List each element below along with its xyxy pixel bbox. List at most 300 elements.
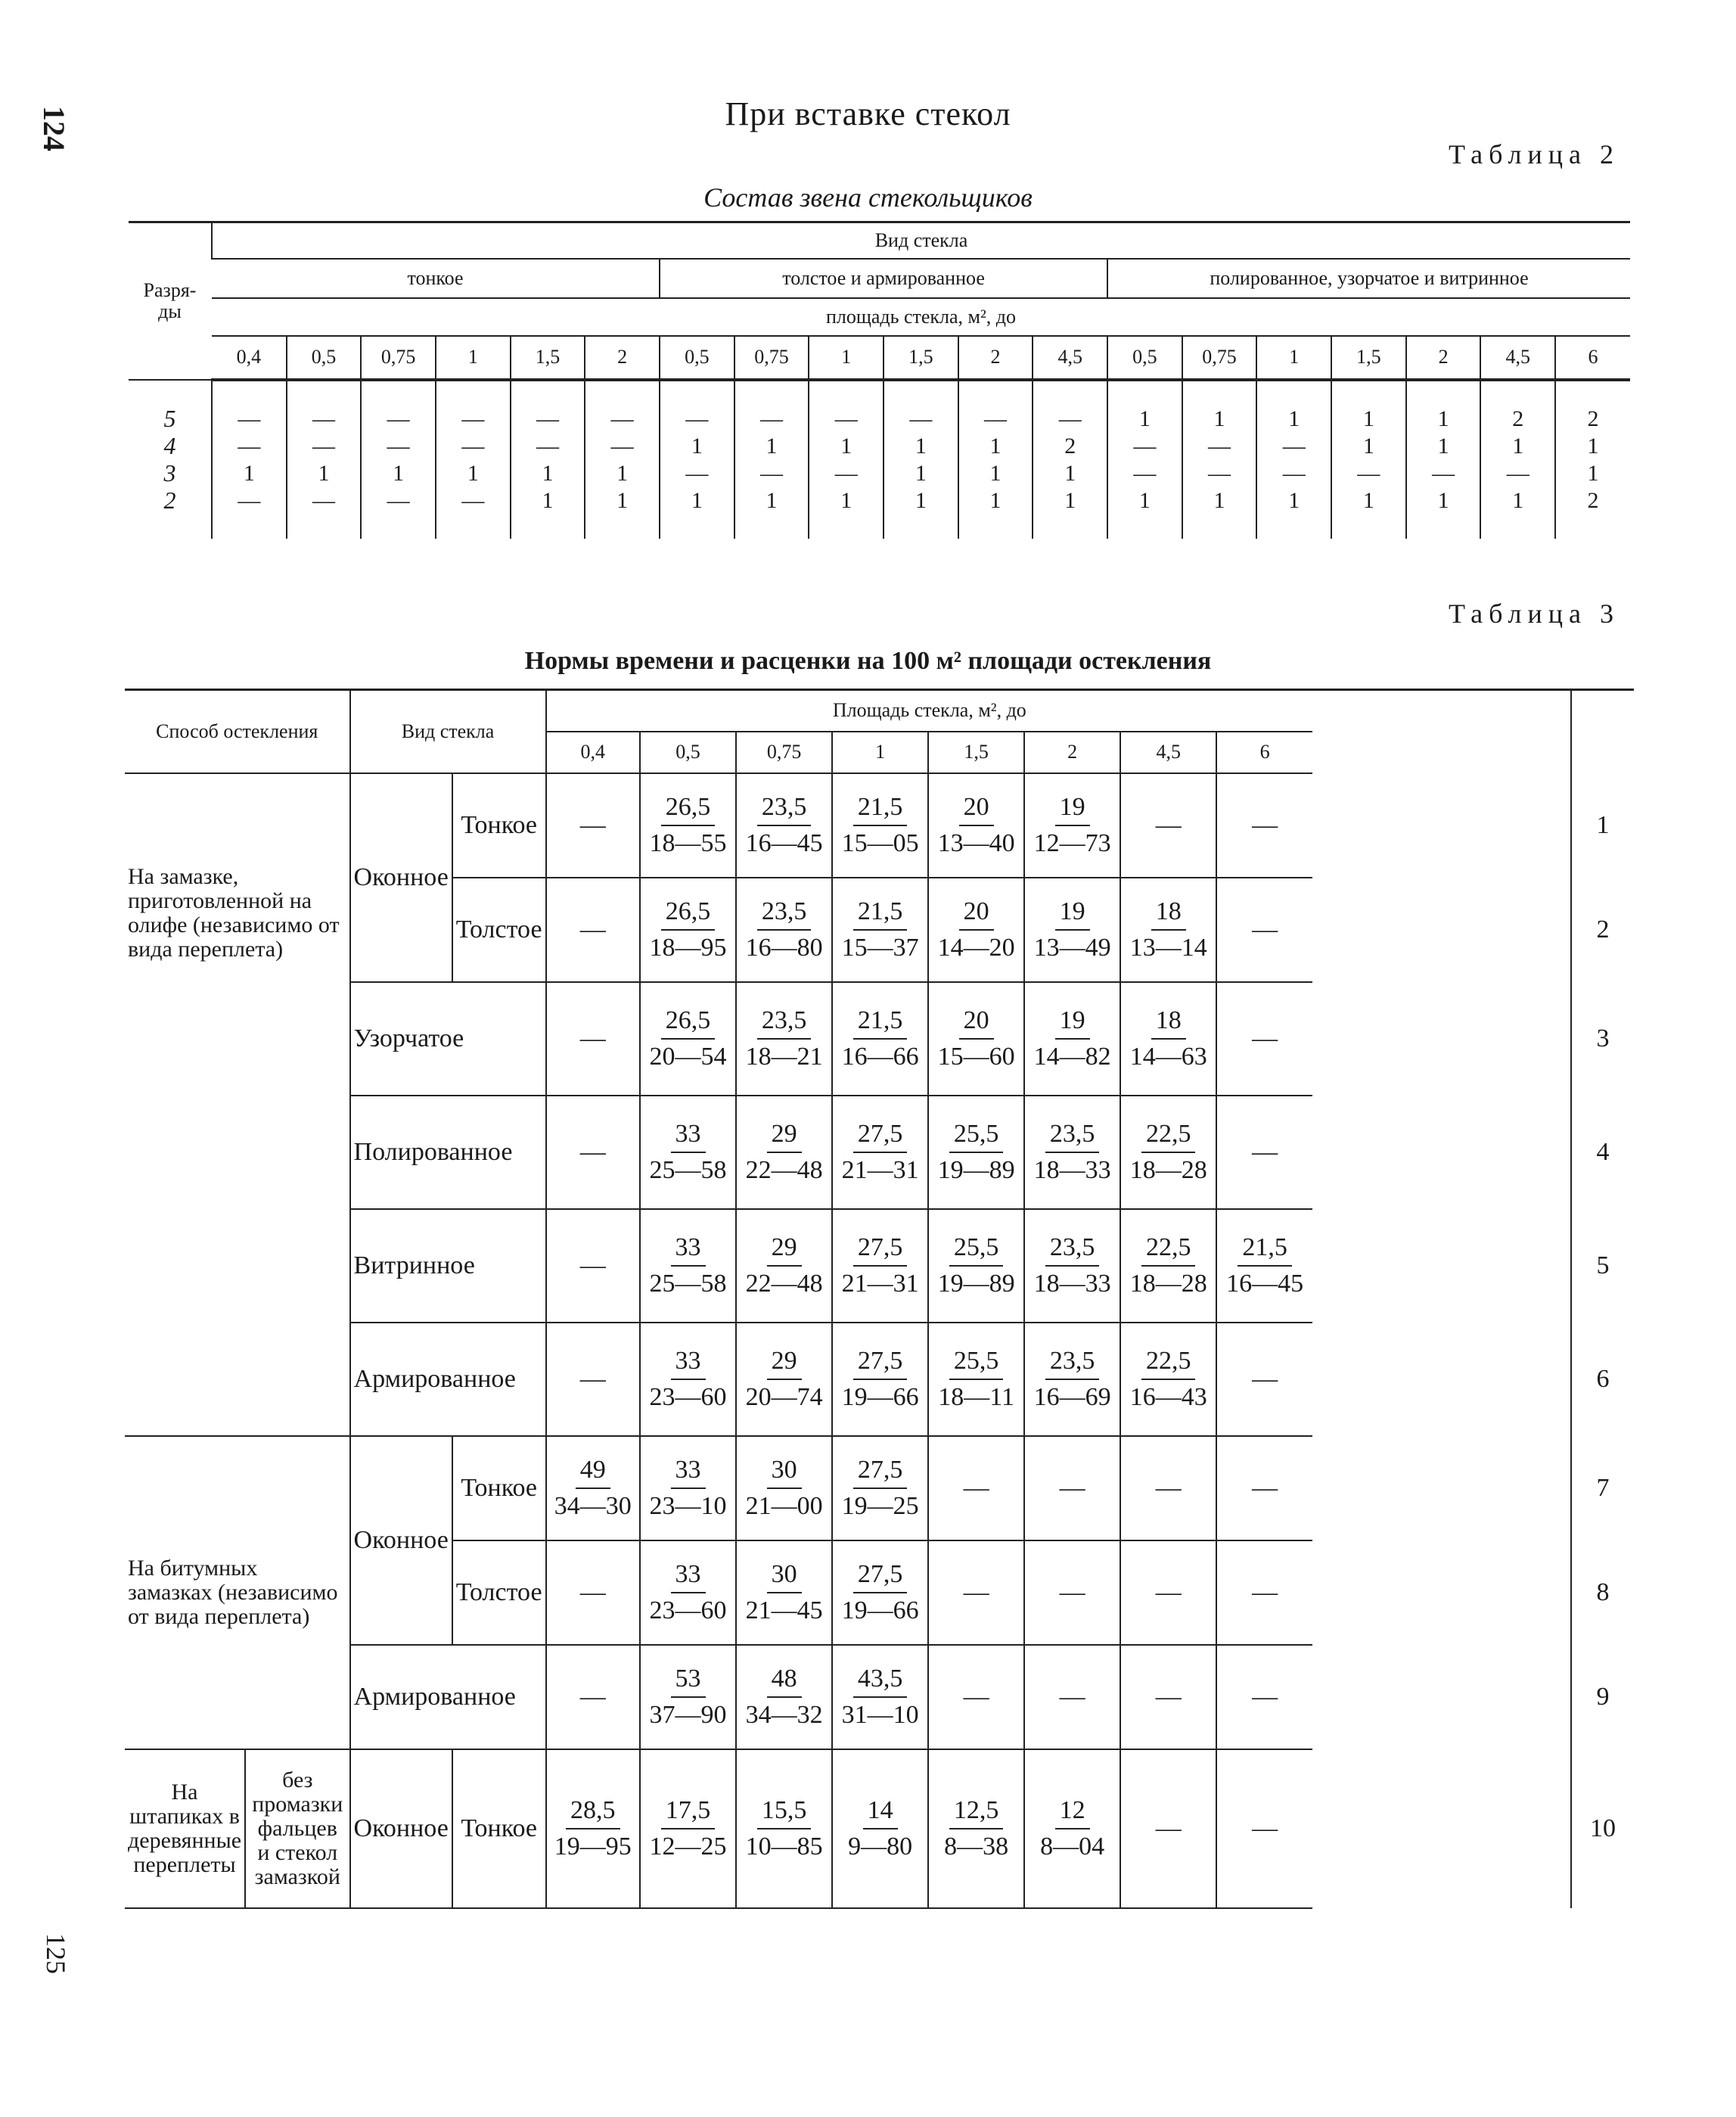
- dash: —: [1252, 810, 1278, 839]
- crew-column: [1406, 380, 1481, 539]
- value-cell: [736, 1323, 832, 1436]
- norm-fraction: [645, 1560, 731, 1625]
- row-number: 5: [1571, 1209, 1634, 1323]
- area-cell: 4,5: [1033, 336, 1107, 380]
- table-row: [125, 1096, 1634, 1209]
- time-norm: 17,5: [661, 1796, 716, 1829]
- time-norm: 27,5: [853, 1233, 908, 1267]
- time-norm: 22,5: [1141, 1120, 1196, 1153]
- dash: —: [1059, 1473, 1085, 1502]
- norm-fraction: [1126, 1233, 1212, 1298]
- crew-count: —: [685, 460, 709, 486]
- rate: 13—40: [937, 828, 1015, 857]
- time-norm: 28,5: [566, 1796, 620, 1829]
- norm-fraction: [837, 1347, 924, 1412]
- method-putty-oil: На замазке, приготовленной на олифе (независимо от вида переплета): [125, 773, 350, 1436]
- crew-column: [809, 380, 884, 539]
- crew-count: —: [238, 487, 261, 513]
- norm-fraction: [837, 897, 924, 962]
- rate: 15—05: [841, 828, 919, 857]
- time-norm: 23,5: [1045, 1347, 1100, 1380]
- crew-count: 1: [766, 487, 778, 513]
- crew-count: —: [984, 406, 1008, 431]
- time-norm: 25,5: [949, 1120, 1004, 1153]
- table-row: [125, 773, 1634, 878]
- window-type: Оконное: [350, 773, 452, 982]
- rate: 18—33: [1033, 1155, 1111, 1184]
- method-header: Способ остекления: [125, 690, 350, 773]
- crew-column: [287, 380, 362, 539]
- norm-fraction: [645, 793, 731, 858]
- time-norm: 23,5: [757, 793, 812, 826]
- value-cell: [832, 773, 928, 878]
- value-cell: [1120, 1436, 1216, 1540]
- rate: 25—58: [649, 1269, 727, 1298]
- row-number: 10: [1571, 1749, 1634, 1908]
- row-number: 8: [1571, 1540, 1634, 1645]
- row-number: 6: [1571, 1323, 1634, 1436]
- crew-count: 1: [1064, 460, 1076, 486]
- value-cell: [1024, 1436, 1120, 1540]
- value-cell: [928, 773, 1024, 878]
- crew-count: 1: [989, 460, 1002, 486]
- value-cell: [640, 1209, 736, 1323]
- crew-count: —: [1432, 460, 1455, 486]
- value-cell: [1216, 1540, 1312, 1645]
- row-number: 4: [1571, 1096, 1634, 1209]
- time-norm: 23,5: [1045, 1120, 1100, 1153]
- area-cell: 1: [832, 732, 928, 773]
- norm-fraction: [741, 793, 828, 858]
- area-cell: 1: [436, 336, 511, 380]
- norm-fraction: [741, 1456, 828, 1521]
- row-number: 9: [1571, 1645, 1634, 1749]
- crew-count: 1: [616, 487, 629, 513]
- crew-count: —: [461, 406, 485, 431]
- group-polished: полированное, узорчатое и витринное: [1107, 259, 1630, 298]
- crew-composition-table: [129, 221, 1630, 539]
- crew-column: [1555, 380, 1630, 539]
- value-cell: [1120, 1749, 1216, 1908]
- value-cell: [640, 1436, 736, 1540]
- rate: 21—31: [841, 1269, 919, 1298]
- value-cell: [832, 1209, 928, 1323]
- crew-count: —: [1282, 460, 1306, 486]
- value-cell: [546, 982, 640, 1096]
- dash: —: [1155, 1473, 1182, 1502]
- time-norm: 21,5: [853, 897, 908, 931]
- crew-count: 1: [1213, 406, 1225, 431]
- value-cell: [736, 982, 832, 1096]
- time-norm: 33: [671, 1120, 706, 1153]
- rate: 14—63: [1129, 1042, 1207, 1071]
- norm-fraction: [1126, 1347, 1212, 1412]
- norm-fraction: [933, 1006, 1020, 1071]
- value-cell: [736, 1209, 832, 1323]
- value-cell: [928, 1645, 1024, 1749]
- value-cell: [1024, 1209, 1120, 1323]
- crew-count: 1: [915, 487, 927, 513]
- norm-fraction: [837, 1120, 924, 1185]
- value-cell: [546, 1749, 640, 1908]
- rate: 16—69: [1033, 1382, 1111, 1411]
- value-cell: [1120, 982, 1216, 1096]
- value-cell: [1024, 1323, 1120, 1436]
- glass-header: Вид стекла: [350, 690, 546, 773]
- value-cell: [832, 1749, 928, 1908]
- time-norm: 21,5: [1238, 1233, 1292, 1267]
- crew-count: 1: [542, 460, 554, 486]
- dash: —: [1252, 1473, 1278, 1502]
- dash: —: [1155, 1578, 1182, 1606]
- crew-count: —: [536, 406, 559, 431]
- sub-method: без промазки фальцев и стекол замазкой: [245, 1749, 350, 1908]
- rate: 16—43: [1129, 1382, 1207, 1411]
- table-row: [125, 1209, 1634, 1323]
- rate: 8—38: [944, 1832, 1009, 1861]
- crew-count: —: [1506, 460, 1529, 486]
- dash: —: [1059, 1578, 1085, 1606]
- area-cell: 1,5: [884, 336, 958, 380]
- time-norm: 21,5: [853, 793, 908, 826]
- group-thick-armored: толстое и армированное: [660, 259, 1107, 298]
- norm-fraction: [933, 1233, 1020, 1298]
- crew-count: —: [312, 433, 335, 459]
- row-number: 1: [1571, 773, 1634, 878]
- crew-count: 1: [915, 433, 927, 459]
- rate: 15—37: [841, 933, 919, 962]
- norm-fraction: [1029, 1120, 1116, 1185]
- time-norm: 18: [1151, 897, 1186, 931]
- rate: 18—28: [1129, 1269, 1207, 1298]
- rate: 12—25: [649, 1832, 727, 1861]
- table-row: [125, 982, 1634, 1096]
- time-norm: 29: [767, 1347, 802, 1380]
- rate: 10—85: [745, 1832, 823, 1861]
- crew-count: 1: [1437, 406, 1449, 431]
- crew-count: 1: [766, 433, 778, 459]
- time-norm: 30: [767, 1560, 802, 1593]
- time-norm: 27,5: [853, 1120, 908, 1153]
- value-cell: [928, 1540, 1024, 1645]
- crew-count: 1: [393, 460, 405, 486]
- value-cell: [736, 1096, 832, 1209]
- area-cell: 4,5: [1480, 336, 1555, 380]
- table3-label: Таблица 3: [1449, 598, 1620, 629]
- glass-type: Узорчатое: [350, 982, 546, 1096]
- time-norm: 33: [671, 1456, 706, 1489]
- dash: —: [579, 1137, 606, 1166]
- crew-count: 2: [1512, 406, 1524, 431]
- value-cell: [640, 982, 736, 1096]
- crew-count: 1: [691, 487, 703, 513]
- rate: 31—10: [841, 1700, 919, 1729]
- crew-count: —: [760, 460, 784, 486]
- value-cell: [1120, 1540, 1216, 1645]
- dash: —: [1059, 1682, 1085, 1711]
- norm-fraction: [933, 897, 1020, 962]
- norm-fraction: [741, 897, 828, 962]
- value-cell: [928, 1436, 1024, 1540]
- glass-type: Армированное: [350, 1323, 546, 1436]
- rate: 19—95: [554, 1832, 632, 1861]
- crew-count: —: [312, 487, 335, 513]
- value-cell: [1216, 1209, 1312, 1323]
- value-cell: [1216, 1436, 1312, 1540]
- crew-column: [585, 380, 660, 539]
- value-cell: [832, 982, 928, 1096]
- norm-fraction: [645, 897, 731, 962]
- method-beads: На штапиках в деревянные переплеты: [125, 1749, 245, 1908]
- rate: 16—45: [745, 828, 823, 857]
- norm-fraction: [741, 1233, 828, 1298]
- value-cell: [832, 1645, 928, 1749]
- norm-fraction: [837, 1233, 924, 1298]
- time-norm: 20: [959, 1006, 994, 1040]
- norm-fraction: [1126, 897, 1212, 962]
- norm-fraction: [741, 1120, 828, 1185]
- crew-count: 1: [243, 460, 255, 486]
- norm-fraction: [1029, 897, 1116, 962]
- value-cell: [1216, 878, 1312, 982]
- rate: 14—20: [937, 933, 1015, 962]
- method-bitumen: На битумных замазках (независимо от вида переплета): [125, 1436, 350, 1749]
- value-cell: [928, 1209, 1024, 1323]
- area-cell: 0,5: [660, 336, 734, 380]
- value-cell: [928, 982, 1024, 1096]
- crew-column: [1033, 380, 1107, 539]
- glass-type: Витринное: [350, 1209, 546, 1323]
- crew-count: 1: [1362, 406, 1374, 431]
- rate: 16—80: [745, 933, 823, 962]
- rate: 14—82: [1033, 1042, 1111, 1071]
- time-norm: 49: [576, 1456, 610, 1489]
- crew-column: [1331, 380, 1406, 539]
- value-cell: [546, 773, 640, 878]
- crew-count: 1: [989, 487, 1002, 513]
- dash: —: [579, 915, 606, 943]
- crew-count: 1: [1437, 433, 1449, 459]
- area-header: площадь стекла, м², до: [212, 298, 1630, 336]
- crew-count: —: [1208, 433, 1231, 459]
- norm-fraction: [1036, 1796, 1109, 1861]
- norm-fraction: [933, 793, 1020, 858]
- value-cell: [1216, 1645, 1312, 1749]
- dash: —: [1252, 1578, 1278, 1606]
- rate: 20—54: [649, 1042, 727, 1071]
- rate: 23—10: [649, 1491, 727, 1520]
- crew-count: —: [610, 433, 634, 459]
- norm-fraction: [1222, 1233, 1308, 1298]
- row-number: 2: [1571, 878, 1634, 982]
- value-cell: [736, 773, 832, 878]
- table2-label: Таблица 2: [1449, 139, 1620, 169]
- norm-fraction: [1029, 1006, 1116, 1071]
- crew-column: [660, 380, 734, 539]
- rate: 18—95: [649, 933, 727, 962]
- rate: 34—30: [554, 1491, 632, 1520]
- area-cell: 0,5: [287, 336, 362, 380]
- value-cell: [640, 1540, 736, 1645]
- table-row: [125, 1323, 1634, 1436]
- dash: —: [963, 1473, 989, 1502]
- rate: 21—00: [745, 1491, 823, 1520]
- crew-count: 2: [1064, 433, 1076, 459]
- time-norm: 19: [1055, 897, 1090, 931]
- norm-fraction: [645, 1006, 731, 1071]
- table-row: [125, 1436, 1634, 1540]
- norm-fraction: [933, 1120, 1020, 1185]
- glass-type: Тонкое: [452, 1436, 546, 1540]
- glass-type: Толстое: [452, 878, 546, 982]
- norm-fraction: [1029, 793, 1116, 858]
- time-norm: 26,5: [661, 897, 716, 931]
- ranks-cell: [129, 380, 212, 539]
- glass-type: Тонкое: [452, 1749, 546, 1908]
- dash: —: [1252, 1682, 1278, 1711]
- crew-column: [436, 380, 511, 539]
- page-number-top: 124: [37, 106, 71, 151]
- area-cell: 0,75: [736, 732, 832, 773]
- time-norm: 22,5: [1141, 1347, 1196, 1380]
- area-header: Площадь стекла, м², до: [546, 690, 1313, 732]
- value-cell: [1216, 773, 1312, 878]
- dash: —: [963, 1682, 989, 1711]
- dash: —: [1155, 1814, 1182, 1842]
- norm-fraction: [645, 1120, 731, 1185]
- value-cell: [1120, 878, 1216, 982]
- crew-column: [511, 380, 585, 539]
- time-norm: 22,5: [1141, 1233, 1196, 1267]
- time-norm: 53: [671, 1665, 706, 1698]
- crew-count: 1: [1288, 487, 1300, 513]
- crew-column: [1182, 380, 1257, 539]
- crew-count: —: [909, 406, 933, 431]
- time-norm: 20: [959, 897, 994, 931]
- value-cell: [640, 1096, 736, 1209]
- crew-count: —: [1133, 460, 1157, 486]
- time-norm: 23,5: [1045, 1233, 1100, 1267]
- rate: 22—48: [745, 1155, 823, 1184]
- dash: —: [579, 810, 606, 839]
- value-cell: [736, 1540, 832, 1645]
- rank: 5: [163, 405, 176, 432]
- table-row: [125, 1749, 1634, 1908]
- crew-count: —: [834, 406, 858, 431]
- area-cell: 1: [1256, 336, 1331, 380]
- value-cell: [640, 1645, 736, 1749]
- rate: 19—89: [937, 1155, 1015, 1184]
- crew-count: —: [387, 433, 410, 459]
- value-cell: [832, 1323, 928, 1436]
- group-thin: тонкое: [212, 259, 660, 298]
- time-norm: 33: [671, 1347, 706, 1380]
- time-norm: 18: [1151, 1006, 1186, 1040]
- dash: —: [579, 1024, 606, 1052]
- crew-count: 1: [691, 433, 703, 459]
- dash: —: [579, 1364, 606, 1393]
- norm-fraction: [1126, 1006, 1212, 1071]
- value-cell: [832, 1436, 928, 1540]
- crew-count: —: [387, 406, 410, 431]
- area-cell: 1,5: [928, 732, 1024, 773]
- crew-column: [884, 380, 958, 539]
- time-norm: 33: [671, 1560, 706, 1593]
- dash: —: [1252, 1814, 1278, 1842]
- value-cell: [928, 878, 1024, 982]
- time-norm: 48: [767, 1665, 802, 1698]
- rate: 19—66: [841, 1382, 919, 1411]
- row-number: 3: [1571, 982, 1634, 1096]
- value-cell: [546, 1209, 640, 1323]
- window-type: Оконное: [350, 1749, 452, 1908]
- crew-column: [1107, 380, 1182, 539]
- norm-fraction: [837, 1006, 924, 1071]
- crew-count: —: [1357, 460, 1380, 486]
- time-norm: 27,5: [853, 1456, 908, 1489]
- crew-count: —: [312, 406, 335, 431]
- area-cell: 0,75: [1182, 336, 1257, 380]
- dash: —: [1155, 810, 1182, 839]
- rate: 37—90: [649, 1700, 727, 1729]
- value-cell: [640, 1323, 736, 1436]
- crew-count: —: [1208, 460, 1231, 486]
- rank: 2: [163, 487, 176, 514]
- crew-count: 1: [1362, 487, 1374, 513]
- value-cell: [640, 1749, 736, 1908]
- norm-fraction: [645, 1233, 731, 1298]
- crew-count: —: [387, 487, 410, 513]
- rate: 25—58: [649, 1155, 727, 1184]
- rate: 16—66: [841, 1042, 919, 1071]
- glass-type: Армированное: [350, 1645, 546, 1749]
- dash: —: [1252, 1024, 1278, 1052]
- norm-fraction: [837, 1456, 924, 1521]
- rate: 16—45: [1226, 1269, 1304, 1298]
- crew-count: —: [238, 433, 261, 459]
- time-norm: 21,5: [853, 1006, 908, 1040]
- crew-count: 1: [1213, 487, 1225, 513]
- area-cell: 2: [958, 336, 1033, 380]
- time-norm: 25,5: [949, 1233, 1004, 1267]
- crew-count: —: [834, 460, 858, 486]
- crew-count: 1: [1064, 487, 1076, 513]
- crew-count: 1: [542, 487, 554, 513]
- crew-count: 1: [1138, 487, 1151, 513]
- crew-count: —: [1058, 406, 1082, 431]
- time-norms-table: [125, 689, 1634, 1909]
- crew-count: 1: [318, 460, 330, 486]
- crew-count: —: [1133, 433, 1157, 459]
- crew-column: [958, 380, 1033, 539]
- value-cell: [546, 878, 640, 982]
- crew-count: 1: [1362, 433, 1374, 459]
- glass-type-header: Вид стекла: [212, 222, 1630, 259]
- crew-count: 1: [1512, 433, 1524, 459]
- dash: —: [579, 1251, 606, 1279]
- area-cell: 2: [1024, 732, 1120, 773]
- value-cell: [736, 1645, 832, 1749]
- rate: 15—60: [937, 1042, 1015, 1071]
- crew-count: 1: [840, 433, 852, 459]
- value-cell: [1120, 1645, 1216, 1749]
- crew-count: 1: [1512, 487, 1524, 513]
- glass-type: Толстое: [452, 1540, 546, 1645]
- rate: 18—21: [745, 1042, 823, 1071]
- crew-count: —: [461, 487, 485, 513]
- norm-fraction: [933, 1347, 1019, 1412]
- crew-count: 1: [467, 460, 479, 486]
